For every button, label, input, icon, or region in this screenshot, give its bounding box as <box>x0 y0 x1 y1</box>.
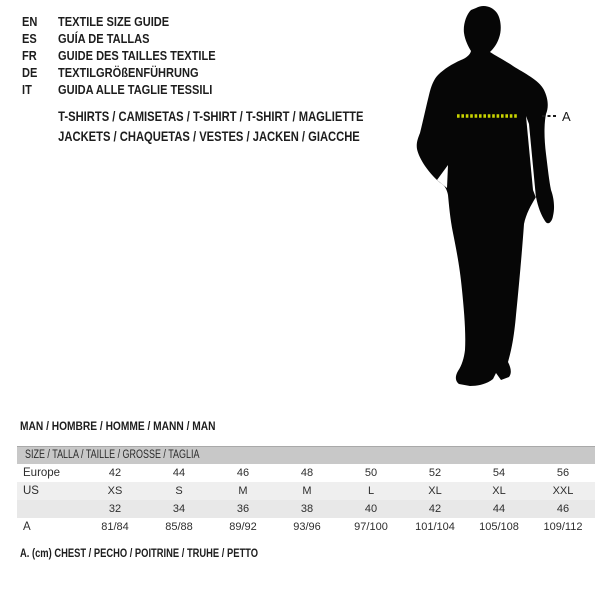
category-lines <box>20 106 402 146</box>
size-cell: 54 <box>492 467 506 479</box>
row-label: A <box>23 521 31 533</box>
size-table <box>17 446 595 536</box>
size-cell: 42 <box>108 467 122 479</box>
language-label: GUIDE DES TAILLES TEXTILE <box>58 48 216 63</box>
size-cell: M <box>238 485 248 497</box>
table-row <box>17 464 595 482</box>
language-item <box>22 13 243 30</box>
size-cell: 40 <box>364 503 378 515</box>
language-label: TEXTILGRÖßENFÜHRUNG <box>58 65 199 80</box>
size-cell: 38 <box>300 503 314 515</box>
language-code: FR <box>22 48 37 63</box>
language-item <box>22 64 243 81</box>
row-label: US <box>23 485 39 497</box>
man-silhouette-svg <box>390 0 600 400</box>
size-cell: S <box>175 485 183 497</box>
size-cell: 93/96 <box>293 521 321 533</box>
language-label: TEXTILE SIZE GUIDE <box>58 14 170 29</box>
size-cell: 48 <box>300 467 314 479</box>
language-label: GUÍA DE TALLAS <box>58 31 150 46</box>
size-cell: 105/108 <box>479 521 519 533</box>
size-cell: 34 <box>172 503 186 515</box>
table-row <box>17 518 595 536</box>
size-cell: 97/100 <box>354 521 388 533</box>
size-cell: 85/88 <box>165 521 193 533</box>
table-row <box>17 500 595 518</box>
language-list <box>22 13 243 98</box>
man-silhouette-figure <box>390 0 600 400</box>
measure-letter-a: A <box>562 109 571 124</box>
category-jackets: JACKETS / CHAQUETAS / VESTES / JACKEN / GIACCHE <box>58 128 360 144</box>
size-cell: M <box>302 485 312 497</box>
size-table-rows <box>17 464 595 536</box>
size-cell: XXL <box>552 485 574 497</box>
size-cell: 50 <box>364 467 378 479</box>
size-cell: 32 <box>108 503 122 515</box>
size-cell: 46 <box>236 467 250 479</box>
size-cell: 109/112 <box>543 521 583 533</box>
man-silhouette <box>417 6 554 386</box>
size-cell: XL <box>492 485 506 497</box>
language-item <box>22 30 243 47</box>
size-cell: 56 <box>556 467 570 479</box>
size-cell: XL <box>428 485 442 497</box>
size-cell: 42 <box>428 503 442 515</box>
language-code: IT <box>22 82 32 97</box>
size-cell: 44 <box>172 467 186 479</box>
size-cell: 89/92 <box>229 521 257 533</box>
measure-footnote: A. (cm) CHEST / PECHO / POITRINE / TRUHE / PETTO <box>20 546 259 560</box>
size-table-header <box>17 446 595 464</box>
size-table-header-text: SIZE / TALLA / TAILLE / GRÖSSE / TAGLIA <box>25 449 200 461</box>
row-label: Europe <box>23 467 61 479</box>
table-row <box>17 482 595 500</box>
size-cell: 36 <box>236 503 250 515</box>
size-cell: 44 <box>492 503 506 515</box>
size-cell: 81/84 <box>101 521 129 533</box>
size-cell: XS <box>107 485 123 497</box>
category-tshirts: T-SHIRTS / CAMISETAS / T-SHIRT / T-SHIRT / MAGLIETTE <box>58 108 364 124</box>
section-title: MAN / HOMBRE / HOMME / MANN / MAN <box>20 419 216 433</box>
language-code: ES <box>22 31 37 46</box>
size-cell: 52 <box>428 467 442 479</box>
language-code: EN <box>22 14 38 29</box>
language-label: GUIDA ALLE TAGLIE TESSILI <box>58 82 213 97</box>
size-cell: L <box>367 485 375 497</box>
size-cell: 101/104 <box>415 521 455 533</box>
language-item <box>22 81 243 98</box>
language-code: DE <box>22 65 38 80</box>
language-item <box>22 47 243 64</box>
size-cell: 46 <box>556 503 570 515</box>
